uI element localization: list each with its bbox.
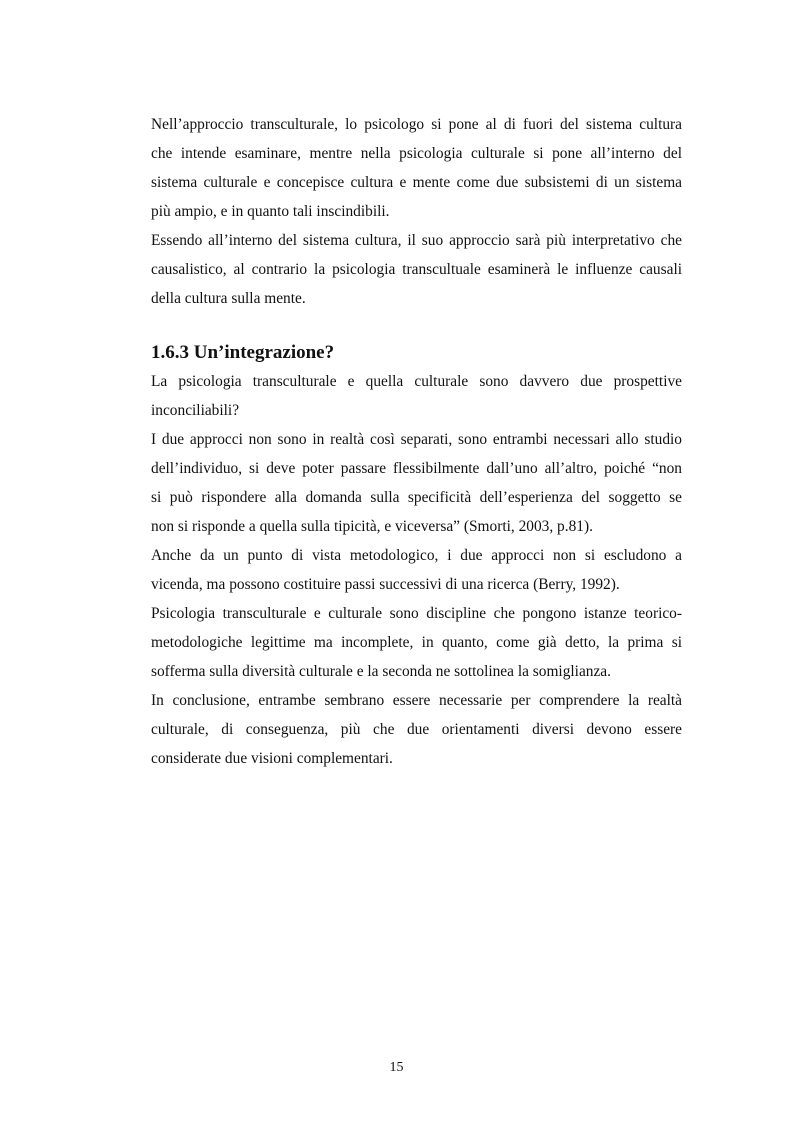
- paragraph-group-integration: [151, 367, 682, 773]
- page-number: 15: [389, 1060, 404, 1075]
- text-line: più ampio, e in quanto tali inscindibili.: [151, 203, 390, 220]
- text-line: sistema culturale e concepisce cultura e mente come due subsistemi di un sistema: [151, 174, 682, 191]
- text-line: Psicologia transculturale e culturale sono discipline che pongono istanze teorico-: [151, 605, 682, 622]
- section-heading: 1.6.3 Un’integrazione?: [151, 342, 335, 363]
- text-line: La psicologia transculturale e quella culturale sono davvero due prospettive: [151, 373, 682, 390]
- text-line: sofferma sulla diversità culturale e la seconda ne sottolinea la somiglianza.: [151, 663, 611, 680]
- text-line: vicenda, ma possono costituire passi successivi di una ricerca (Berry, 1992).: [151, 576, 620, 593]
- text-line: causalistico, al contrario la psicologia transcultuale esaminerà le influenze causali: [151, 261, 682, 278]
- text-line: Essendo all’interno del sistema cultura, il suo approccio sarà più interpretativo che: [151, 232, 682, 249]
- text-line: non si risponde a quella sulla tipicità, e viceversa” (Smorti, 2003, p.81).: [151, 518, 593, 535]
- text-line: della cultura sulla mente.: [151, 290, 306, 307]
- paragraph-group-intro: [151, 110, 682, 313]
- text-line: che intende esaminare, mentre nella psicologia culturale si pone all’interno del: [151, 145, 682, 162]
- text-line: dell’individuo, si deve poter passare flessibilmente dall’uno all’altro, poiché “non: [151, 460, 682, 477]
- text-line: considerate due visioni complementari.: [151, 750, 393, 767]
- text-line: metodologiche legittime ma incomplete, in quanto, come già detto, la prima si: [151, 634, 682, 651]
- text-line: inconciliabili?: [151, 402, 240, 419]
- text-line: I due approcci non sono in realtà così separati, sono entrambi necessari allo studio: [151, 431, 682, 448]
- text-line: Anche da un punto di vista metodologico, i due approcci non si escludono a: [151, 547, 682, 564]
- text-line: In conclusione, entrambe sembrano essere necessarie per comprendere la realtà: [151, 692, 682, 709]
- text-line: Nell’approccio transculturale, lo psicologo si pone al di fuori del sistema cultura: [151, 116, 682, 133]
- text-line: si può rispondere alla domanda sulla specificità dell’esperienza del soggetto se: [151, 489, 682, 506]
- text-line: culturale, di conseguenza, più che due orientamenti diversi devono essere: [151, 721, 682, 738]
